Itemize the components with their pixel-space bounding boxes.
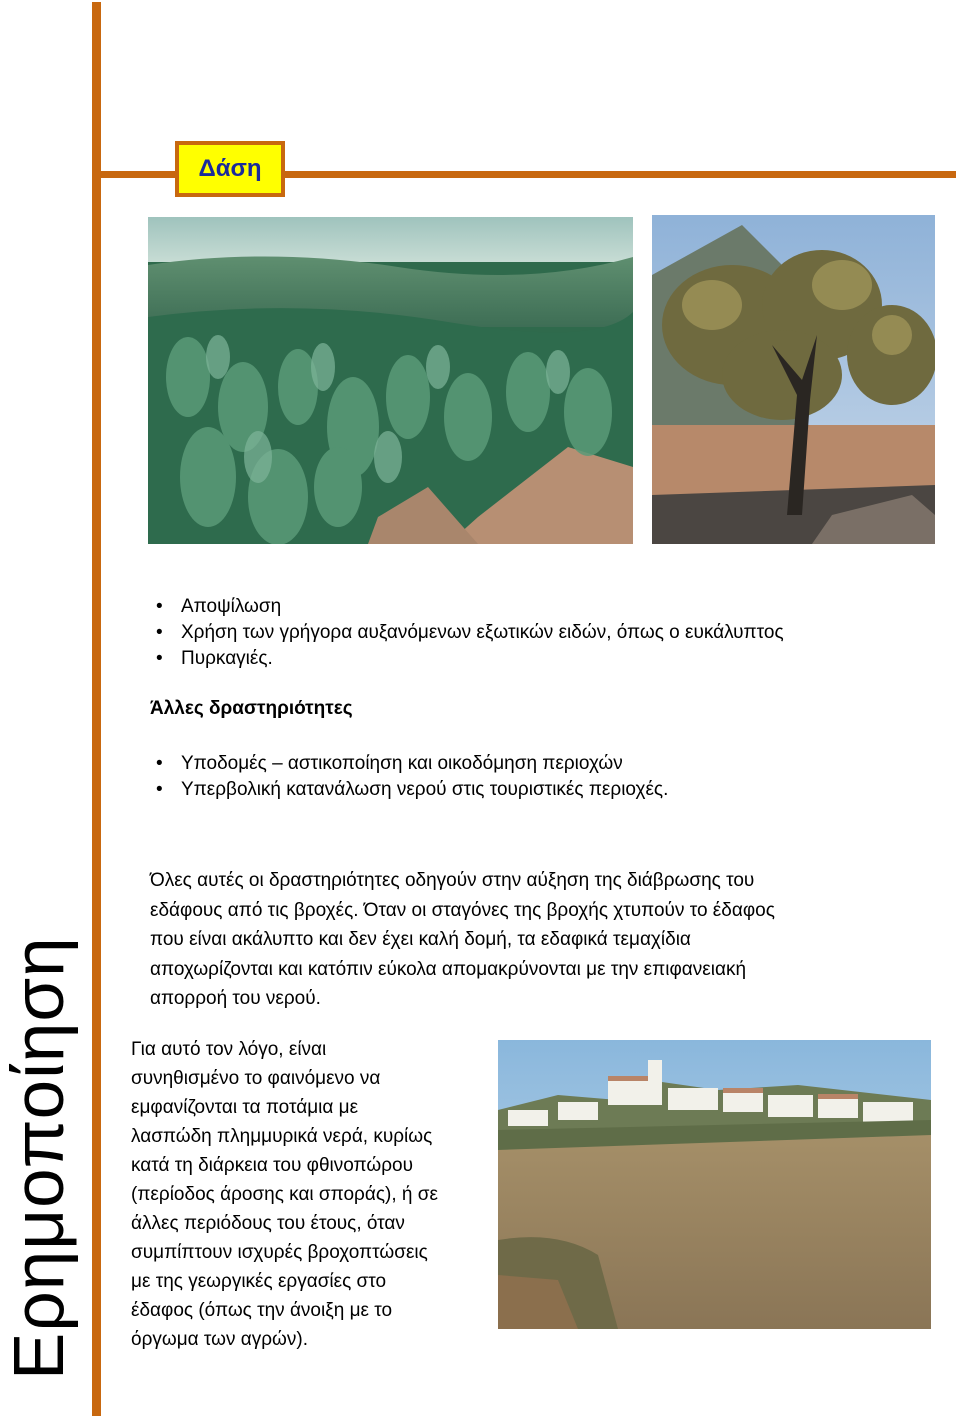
- list-item: • Υποδομές – αστικοποίηση και οικοδόμηση περιοχών: [150, 751, 668, 777]
- muddy-river-photo: [498, 1040, 931, 1329]
- forest-plantation-photo: [148, 217, 633, 544]
- section-box-label: Δάση: [198, 155, 262, 182]
- paragraph-line: απορροή του νερού.: [150, 988, 321, 1009]
- vertical-accent-line: [92, 2, 101, 1416]
- other-activities-list: [150, 751, 668, 803]
- paragraph-line: άλλες περιόδους του έτους, όταν: [131, 1213, 405, 1234]
- paragraph-line: κατά τη διάρκεια του φθινοπώρου: [131, 1155, 413, 1176]
- paragraph-line: αποχωρίζονται και κατόπιν εύκολα απομακρύνονται με την επιφανειακή: [150, 958, 747, 980]
- other-activities-heading: Άλλες δραστηριότητες: [150, 698, 353, 719]
- paragraph-line: λασπώδη πλημμυρικά νερά, κυρίως: [131, 1126, 433, 1147]
- paragraph-line: συμπίπτουν ισχυρές βροχοπτώσεις: [131, 1242, 428, 1263]
- paragraph-line: (περίοδος άροσης και σποράς), ή σε: [131, 1184, 438, 1205]
- list-item: • Υπερβολική κατανάλωση νερού στις τουριστικές περιοχές.: [150, 777, 668, 803]
- side-title: Ερημοποίηση: [0, 936, 79, 1380]
- paragraph-line: με της γεωργικές εργασίες στο: [131, 1271, 387, 1292]
- list-item: • Αποψίλωση: [150, 594, 784, 620]
- paragraph-line: έδαφος (όπως την άνοιξη με το: [131, 1300, 393, 1321]
- section-box: [175, 141, 285, 197]
- list-item: • Χρήση των γρήγορα αυξανόμενων εξωτικών ειδών, όπως ο ευκάλυπτος: [150, 620, 784, 646]
- paragraph-line: εδάφους από τις βροχές. Όταν οι σταγόνες της βροχής χτυπούν το έδαφος: [150, 899, 775, 921]
- paragraph-line: Όλες αυτές οι δραστηριότητες οδηγούν στην αύξηση της διάβρωσης του: [150, 870, 755, 891]
- causes-list: [150, 594, 784, 672]
- paragraph-line: που είναι ακάλυπτο και δεν έχει καλή δομή, τα εδαφικά τεμαχίδια: [150, 929, 691, 950]
- list-item: • Πυρκαγιές.: [150, 646, 784, 672]
- muddy-rivers-paragraph: [131, 1035, 493, 1354]
- paragraph-line: εμφανίζονται τα ποτάμια με: [131, 1097, 359, 1118]
- erosion-paragraph: [150, 866, 895, 1014]
- paragraph-line: Για αυτό τον λόγο, είναι: [131, 1039, 327, 1060]
- paragraph-line: συνηθισμένο το φαινόμενο να: [131, 1068, 381, 1089]
- paragraph-line: όργωμα των αγρών).: [131, 1329, 309, 1350]
- burnt-tree-photo: [652, 215, 935, 544]
